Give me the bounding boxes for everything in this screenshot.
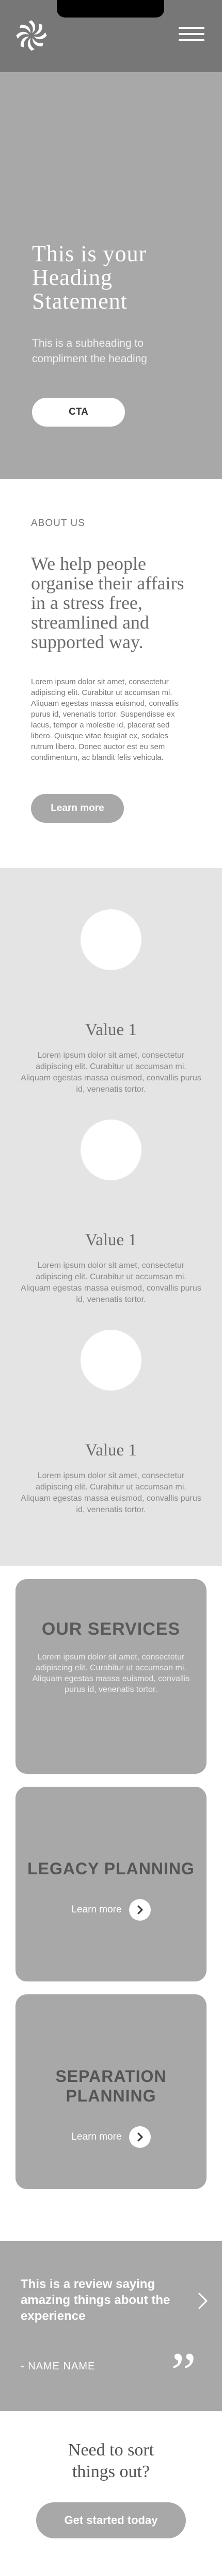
service-link-label: Learn more (71, 2131, 122, 2142)
services-intro-card (15, 1579, 207, 1774)
cta-button[interactable]: CTA (32, 398, 125, 427)
reviewer-name: - NAME NAME (21, 2361, 96, 2372)
get-started-button[interactable]: Get started today (36, 2502, 186, 2538)
review-text: This is a review saying amazing things about the experience (21, 2277, 170, 2323)
value-title: Value 1 (85, 1441, 137, 1460)
top-bar (0, 0, 222, 72)
review-section (0, 2241, 222, 2411)
service-card-legacy-planning[interactable] (15, 1787, 207, 1981)
service-title: LEGACY PLANNING (27, 1859, 195, 1878)
about-section (0, 479, 222, 868)
value-body: Lorem ipsum dolor sit amet, consectetur adipiscing elit. Curabitur ut accumsan mi. Aliquam egestas massa euismod, convallis purus id, venenatis tortor. (21, 1471, 201, 1514)
learn-more-button[interactable]: Learn more (31, 794, 124, 823)
closing-heading: Need to sort things out? (68, 2441, 154, 2481)
value-item (0, 1330, 222, 1540)
services-body: Lorem ipsum dolor sit amet, consectetur adipiscing elit. Curabitur ut accumsan mi. Aliquam egestas massa euismod, convallis purus id, venenatis tortor. (32, 1653, 190, 1694)
value-body: Lorem ipsum dolor sit amet, consectetur adipiscing elit. Curabitur ut accumsan mi. Aliquam egestas massa euismod, convallis purus id, venenatis tortor. (21, 1051, 201, 1094)
menu-bar (179, 27, 204, 29)
hero-heading: This is your Heading Statement (32, 241, 147, 314)
value-image-placeholder (81, 909, 141, 970)
value-image-placeholder (81, 1330, 141, 1391)
hero-subheading: This is a subheading to compliment the heading (32, 337, 147, 365)
value-image-placeholder (81, 1120, 141, 1180)
menu-bar (179, 33, 204, 35)
value-body: Lorem ipsum dolor sit amet, consectetur adipiscing elit. Curabitur ut accumsan mi. Aliquam egestas massa euismod, convallis purus id, venenatis tortor. (21, 1261, 201, 1304)
closing-section (0, 2411, 222, 2576)
values-section (0, 868, 222, 1566)
about-eyebrow: ABOUT US (31, 518, 85, 529)
device-notch (57, 0, 164, 18)
chevron-right-icon[interactable] (195, 2291, 211, 2311)
about-body: Lorem ipsum dolor sit amet, consectetur adipiscing elit. Curabitur ut accumsan mi. Aliquam egestas massa euismod, convallis purus id, venenatis tortor. Suspendisse ex lacus, tempor a molestie id, placerat sed libero. Quisque vitae feugiat ex, sodales rutrum libero. Donec auctor est eu sem condimentum, ac blandit felis vehicula. (31, 677, 179, 762)
service-learn-more-link[interactable] (71, 1899, 150, 1921)
services-heading: OUR SERVICES (41, 1619, 181, 1639)
hamburger-menu-icon[interactable] (179, 27, 204, 44)
arrow-right-icon (129, 2126, 151, 2148)
value-item (0, 909, 222, 1120)
services-section (0, 1566, 222, 2241)
menu-bar (179, 39, 204, 41)
service-learn-more-link[interactable] (71, 2126, 150, 2148)
quote-mark-icon: ” (171, 2341, 196, 2404)
service-link-label: Learn more (71, 1904, 122, 1915)
arrow-right-icon (129, 1899, 151, 1921)
service-title: SEPARATION PLANNING (55, 2067, 167, 2105)
laurel-swirl-logo-icon[interactable] (11, 15, 52, 56)
service-card-separation-planning[interactable] (15, 1994, 207, 2189)
about-heading: We help people organise their affairs in a stress free, streamlined and supported way. (31, 553, 184, 652)
value-title: Value 1 (85, 1231, 137, 1249)
value-item (0, 1120, 222, 1330)
hero-section (0, 72, 222, 479)
value-title: Value 1 (85, 1021, 137, 1039)
